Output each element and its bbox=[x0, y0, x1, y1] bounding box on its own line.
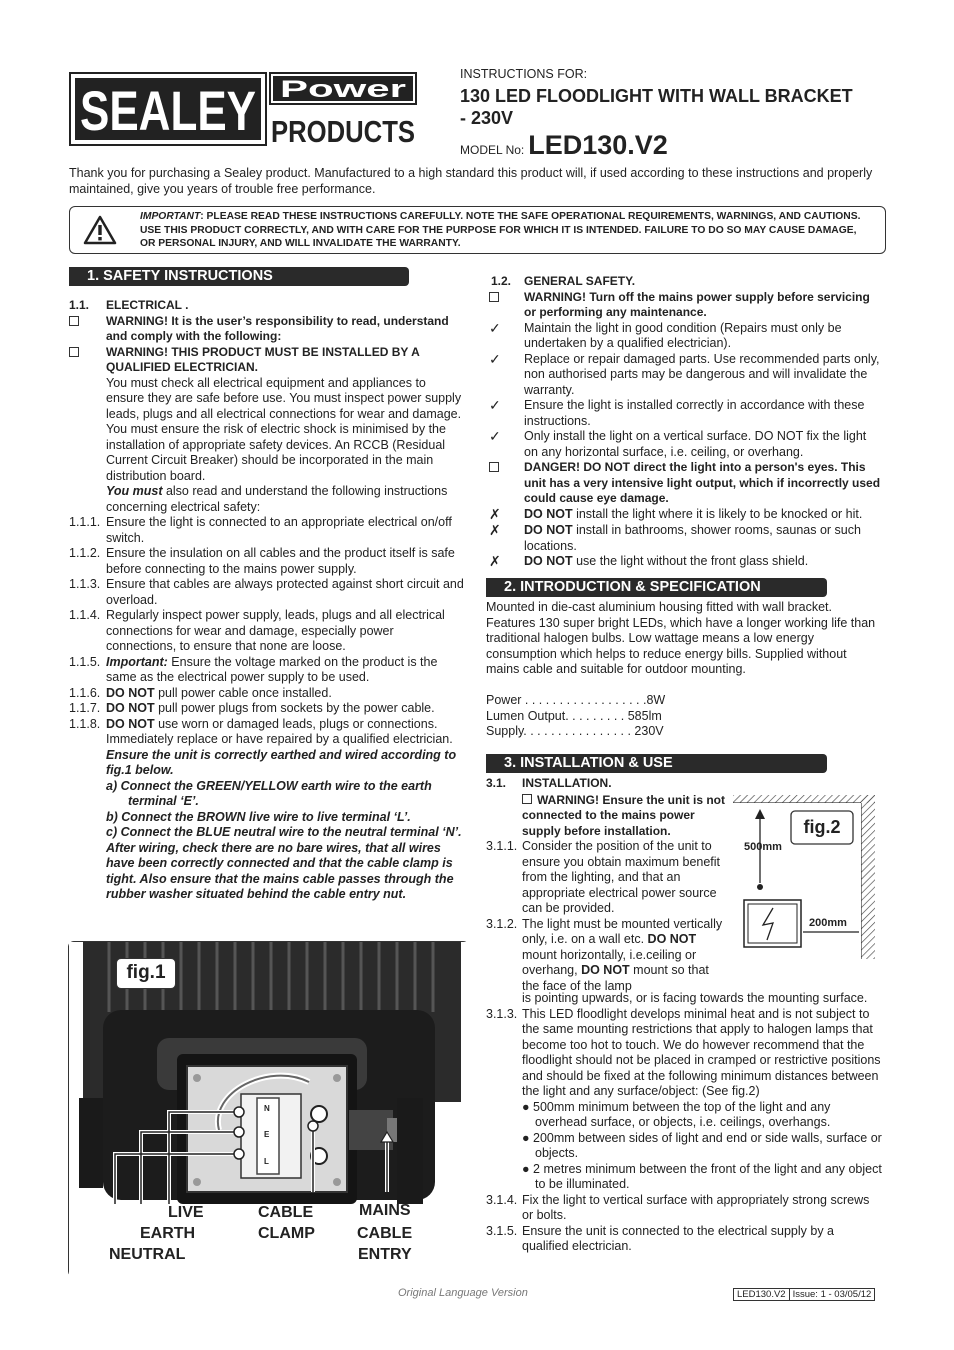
checkbox-icon bbox=[69, 347, 79, 357]
general-safety-item: ✗ DO NOT install the light where it is likely to be knocked or hit. bbox=[489, 505, 863, 522]
entry-label: ENTRY bbox=[358, 1246, 412, 1263]
clamp-label: CLAMP bbox=[258, 1225, 315, 1242]
terminal-e-label: E bbox=[264, 1130, 270, 1139]
svg-text:Power: Power bbox=[280, 76, 406, 103]
general-safety: 1.2. GENERAL SAFETY. WARNING! Turn off the mains power supply before servicing or performing any maintenance. ✓ Maintain the light in good condition (Repairs must only be undertaken by a qualified electrician). ✓ Replace or repair damaged parts. Use recommended parts only, non authorised parts may be dangerous and will invalidate the warranty. ✓ Ensure the light is installed correctly in accordance with these instructions. ✓ Only install the light on a vertical surface. DO NOT fix the light on any horizontal surface, i.e. ceiling, or overhang. DANGER! DO NOT direct the light into a person's eyes. This unit has a very intensive light output, which if incorrectly used could cause eye damage. ✗ DO NOT install the light where it is likely to be knocked or hit. ✗ DO NOT install in bathrooms, shower rooms, saunas or such locations. ✗ DO NOT use the light without the front glass shield. bbox=[486, 274, 883, 571]
cross-icon: ✗ bbox=[489, 505, 501, 522]
fig1-label: fig.1 bbox=[116, 958, 176, 989]
general-safety-item: ✓ Replace or repair damaged parts. Use recommended parts only, non authorised parts may be dangerous and will invalidate the warranty. bbox=[489, 350, 880, 397]
general-safety-item: DANGER! DO NOT direct the light into a person's eyes. This unit has a very intensive light output, which if incorrectly used could cause eye damage. bbox=[486, 460, 883, 507]
checkbox-icon bbox=[489, 462, 499, 472]
fig2-label: fig.2 bbox=[803, 817, 841, 837]
svg-text:PRODUCTS: PRODUCTS bbox=[271, 114, 415, 149]
footer-model: LED130.V2 bbox=[733, 1288, 790, 1301]
spec-supply: Supply. . . . . . . . . . . . . . . . 230V bbox=[486, 724, 664, 738]
tick-icon: ✓ bbox=[489, 319, 501, 336]
tick-icon: ✓ bbox=[489, 397, 501, 413]
fig2-mounting-distances bbox=[733, 795, 875, 959]
top-distance-label: 500mm bbox=[744, 841, 782, 853]
intro-spec-text: Mounted in die-cast aluminium housing fitted with wall bracket. Features 130 super bright LEDs, which have a longer working life than traditional halogen bulbs. Low wattage means a low energy consumption which helps to reduce energy bills. Supplied without mains cable and suitable for outdoor mounting. bbox=[486, 600, 876, 676]
general-safety-item: ✓ Only install the light on a vertical surface. DO NOT fix the light on any horizontal surface, i.e. ceiling, or overhang. bbox=[489, 428, 867, 459]
model-label: MODEL No: bbox=[460, 143, 525, 157]
general-safety-item: ✗ DO NOT use the light without the front glass shield. bbox=[489, 553, 809, 569]
tick-icon: ✓ bbox=[489, 428, 501, 444]
terminal-n-label: N bbox=[264, 1104, 270, 1113]
warning-triangle-icon bbox=[84, 215, 116, 245]
general-safety-item: ✓ Ensure the light is installed correctly in accordance with these instructions. bbox=[489, 397, 865, 428]
footer-language-note: Original Language Version bbox=[398, 1287, 528, 1299]
product-title: 130 LED FLOODLIGHT WITH WALL BRACKET - 230V bbox=[460, 86, 853, 128]
side-distance-label: 200mm bbox=[809, 917, 847, 929]
cross-icon: ✗ bbox=[489, 522, 501, 538]
install-upper: 3.1. INSTALLATION. WARNING! Ensure the unit is not connected to the mains power supply before installation. 3.1.1. Consider the position of the unit to ensure you obtain maximum benefit from the lighting, and that an appropriate electrical power source can be provided. 3.1.2. The light must be mounted vertically only, i.e. on a wall etc. DO NOT mount horizontally, i.e.ceiling or overhang, DO NOT mount so that the face of the lamp bbox=[486, 776, 725, 993]
general-safety-item: WARNING! Turn off the mains power supply before servicing or performing any maintenance. bbox=[486, 290, 883, 321]
spec-power: Power . . . . . . . . . . . . . . . . . .8W bbox=[486, 693, 666, 707]
terminal-l-label: L bbox=[264, 1157, 269, 1166]
svg-text:SEALEY: SEALEY bbox=[80, 79, 256, 142]
section-install-heading: 3. INSTALLATION & USE bbox=[486, 754, 827, 773]
general-safety-item: ✓ Maintain the light in good condition (Repairs must only be undertaken by a qualified electrician). bbox=[489, 319, 842, 350]
cable-label: CABLE bbox=[258, 1204, 314, 1221]
neutral-label: NEUTRAL bbox=[109, 1246, 186, 1263]
checkbox-icon bbox=[489, 292, 499, 302]
spec-lumen: Lumen Output. . . . . . . . . 585lm bbox=[486, 708, 662, 723]
fig1-wiring-diagram bbox=[68, 941, 469, 1277]
spec-list bbox=[486, 693, 686, 740]
footer-issue-tag bbox=[733, 1288, 875, 1301]
intro-text: Thank you for purchasing a Sealey product. Manufactured to a high standard this product will, if used according to these instructions and properly maintained, give you years of trouble free performance. bbox=[69, 166, 873, 196]
checkbox-icon bbox=[69, 316, 79, 326]
installation-title: INSTALLATION. bbox=[522, 776, 612, 790]
footer-issue: Issue: 1 - 03/05/12 bbox=[790, 1288, 876, 1301]
instructions-label: INSTRUCTIONS FOR: bbox=[460, 67, 588, 81]
checkbox-icon bbox=[522, 794, 532, 804]
section-intro-heading: 2. INTRODUCTION & SPECIFICATION bbox=[486, 578, 827, 597]
model-number bbox=[460, 130, 668, 161]
sealey-power-products-logo bbox=[69, 72, 418, 149]
section-safety-heading: 1. SAFETY INSTRUCTIONS bbox=[69, 267, 409, 286]
install-lower: is pointing upwards, or is facing towards the mounting surface. 3.1.3. This LED floodlight develops minimal heat and is not subject to the same mounting restrictions that apply to halogen lamps that become too hot to touch. We do however recommend that the floodlight should not be placed in cramped or restrictive positions and should be fixed at the following minimum distances between the light and any surface/object: (See fig.2) ● 500mm minimum between the top of the light and any overhead surface, or objects, i.e. ceilings, overhangs. ● 200mm between sides of light and end or side walls, surface or objects. ● 2 metres minimum between the front of the light and any object to be illuminated. 3.1.4. Fix the light to vertical surface with appropriately strong screws or bolts. 3.1.5. Ensure the unit is connected to the electrical supply by a qualified electrician. bbox=[486, 991, 882, 1253]
model-code: LED130.V2 bbox=[528, 130, 668, 160]
safety-instructions: 1.1. ELECTRICAL . WARNING! It is the user’s responsibility to read, understand and comply with the following: WARNING! THIS PRODUCT MUST BE INSTALLED BY A QUALIFIED ELECTRICIAN. You must check all electrical equipment and appliances to ensure they are safe before use. You must inspect power supply leads, plugs and all electrical connections for wear and damage. You must ensure the risk of electric shock is minimised by the installation of appropriate safety devices. An RCCB (Residual Current Circuit Breaker) should be incorporated in the main distribution board. You must also read and understand the following instructions concerning electrical safety: 1.1.1. Ensure the light is connected to an appropriate electrical on/off switch. 1.1.2. Ensure the insulation on all cables and the product itself is safe before connecting to the mains power supply. 1.1.3. Ensure that cables are always protected against short circuit and overload. 1.1.4. Regularly inspect power supply, leads, plugs and all electrical connections for wear and damage, especially power connections, to ensure that none are loose. 1.1.5. Important: Ensure the voltage marked on the product is the same as the electrical power supply to be used. 1.1.6. DO NOT pull power cable once installed. 1.1.7. DO NOT pull power plugs from sockets by the power cable. 1.1.8. DO NOT use worn or damaged leads, plugs or connections. Immediately replace or have repaired by a qualified electrician. Ensure the unit is correctly earthed and wired according to fig.1 below. a) Connect the GREEN/YELLOW earth wire to the earth terminal ‘E’. b) Connect the BROWN live wire to live terminal ‘L’. c) Connect the BLUE neutral wire to the neutral terminal ‘N’. After wiring, check there are no bare wires, that all wires have been correctly connected and that the cable clamp is tight. Also ensure that the mains cable passes through the rubber washer situated behind the cable entry nut. bbox=[69, 298, 466, 903]
tick-icon: ✓ bbox=[489, 350, 501, 367]
general-safety-item: ✗ DO NOT install in bathrooms, shower rooms, saunas or such locations. bbox=[489, 522, 861, 553]
earth-label: EARTH bbox=[140, 1225, 196, 1242]
mains-label: MAINS bbox=[359, 1202, 411, 1219]
general-safety-title: GENERAL SAFETY. bbox=[524, 274, 636, 288]
electrical-title: ELECTRICAL . bbox=[106, 298, 189, 312]
live-label: LIVE bbox=[168, 1204, 204, 1221]
mains-cable-label: CABLE bbox=[357, 1225, 413, 1242]
important-warning-box bbox=[69, 206, 886, 254]
cross-icon: ✗ bbox=[489, 553, 501, 569]
important-warning-text: IMPORTANT: PLEASE READ THESE INSTRUCTIONS CAREFULLY. NOTE THE SAFE OPERATIONAL REQUIREMENTS, WARNINGS, AND CAUTIONS. USE THIS PRODUCT CORRECTLY, AND WITH CARE FOR THE PURPOSE FOR WHICH IT IS INTENDED. FAILURE TO DO SO MAY CAUSE DAMAGE, OR PERSONAL INJURY, AND WILL INVALIDATE THE WARRANTY. bbox=[140, 211, 861, 249]
